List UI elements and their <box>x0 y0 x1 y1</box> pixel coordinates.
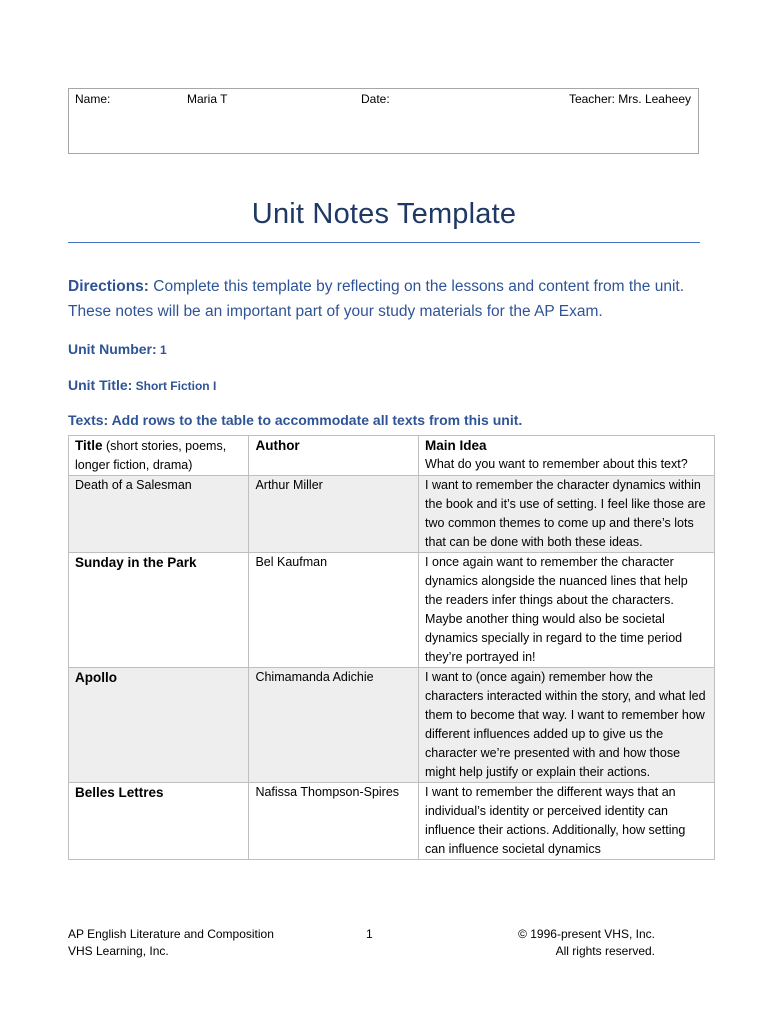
row-author: Bel Kaufman <box>249 553 419 668</box>
unit-number <box>68 341 167 357</box>
row-title: Death of a Salesman <box>69 476 249 553</box>
table-row <box>69 783 715 860</box>
directions-text: Complete this template by reflecting on the lessons and content from the unit. These notes will be an important part of your study materials for the AP Exam. <box>68 278 685 320</box>
name-label: Name: <box>75 92 111 106</box>
name-value: Maria T <box>187 92 228 106</box>
unit-title <box>68 377 216 393</box>
unit-number-label: Unit Number: <box>68 341 157 357</box>
unit-title-label: Unit Title: <box>68 377 133 393</box>
directions-label: Directions: <box>68 278 149 295</box>
row-title: Belles Lettres <box>69 783 249 860</box>
table-row <box>69 668 715 783</box>
row-author: Nafissa Thompson-Spires <box>249 783 419 860</box>
footer-course: AP English Literature and Composition <box>68 927 274 941</box>
page-number: 1 <box>366 927 373 941</box>
teacher-label: Teacher: Mrs. Leaheey <box>568 92 691 106</box>
row-main-idea: I want to remember the different ways that an individual’s identity or perceived identity can influence their actions. Additionally, how setting can influence societal dynamics <box>419 783 715 860</box>
header-title-note: (short stories, poems, longer fiction, drama) <box>75 439 227 472</box>
footer-copyright: © 1996-present VHS, Inc. <box>518 927 655 941</box>
header-title-cell <box>69 436 249 476</box>
title-rule <box>68 242 700 243</box>
table-row <box>69 553 715 668</box>
header-author-cell <box>249 436 419 476</box>
unit-title-value: Short Fiction I <box>132 379 217 393</box>
date-label: Date: <box>361 92 390 106</box>
row-main-idea: I once again want to remember the character dynamics alongside the nuanced lines that help the readers infer things about the characters. Maybe another thing would also be societal dynamics specially in regard to the time period they’re portrayed in! <box>419 553 715 668</box>
table-header-row <box>69 436 715 476</box>
header-main-idea: Main Idea <box>425 438 487 453</box>
texts-table <box>68 435 715 860</box>
student-info-box <box>68 88 699 154</box>
header-author: Author <box>255 438 300 453</box>
header-title: Title <box>75 438 103 453</box>
table-row <box>69 476 715 553</box>
row-author: Arthur Miller <box>249 476 419 553</box>
row-author: Chimamanda Adichie <box>249 668 419 783</box>
directions <box>68 274 698 324</box>
footer-right <box>480 926 655 960</box>
unit-number-value: 1 <box>156 343 167 357</box>
row-main-idea: I want to (once again) remember how the characters interacted within the story, and what led them to become that way. I want to remember how different influences added up to give us the character we’re presented with and how those might help justify or explain their actions. <box>419 668 715 783</box>
footer-left <box>68 926 274 960</box>
page-title: Unit Notes Template <box>251 198 517 230</box>
header-main-idea-cell <box>419 436 715 476</box>
row-title: Apollo <box>69 668 249 783</box>
footer-rights: All rights reserved. <box>555 944 655 958</box>
row-title: Sunday in the Park <box>69 553 249 668</box>
texts-heading: Texts: Add rows to the table to accommodate all texts from this unit. <box>68 412 523 428</box>
header-main-idea-note: What do you want to remember about this text? <box>425 457 688 471</box>
footer-company: VHS Learning, Inc. <box>68 944 169 958</box>
row-main-idea: I want to remember the character dynamics within the book and it’s use of setting. I feel like those are two common themes to come up and there’s lots that can be done with both these ideas. <box>419 476 715 553</box>
